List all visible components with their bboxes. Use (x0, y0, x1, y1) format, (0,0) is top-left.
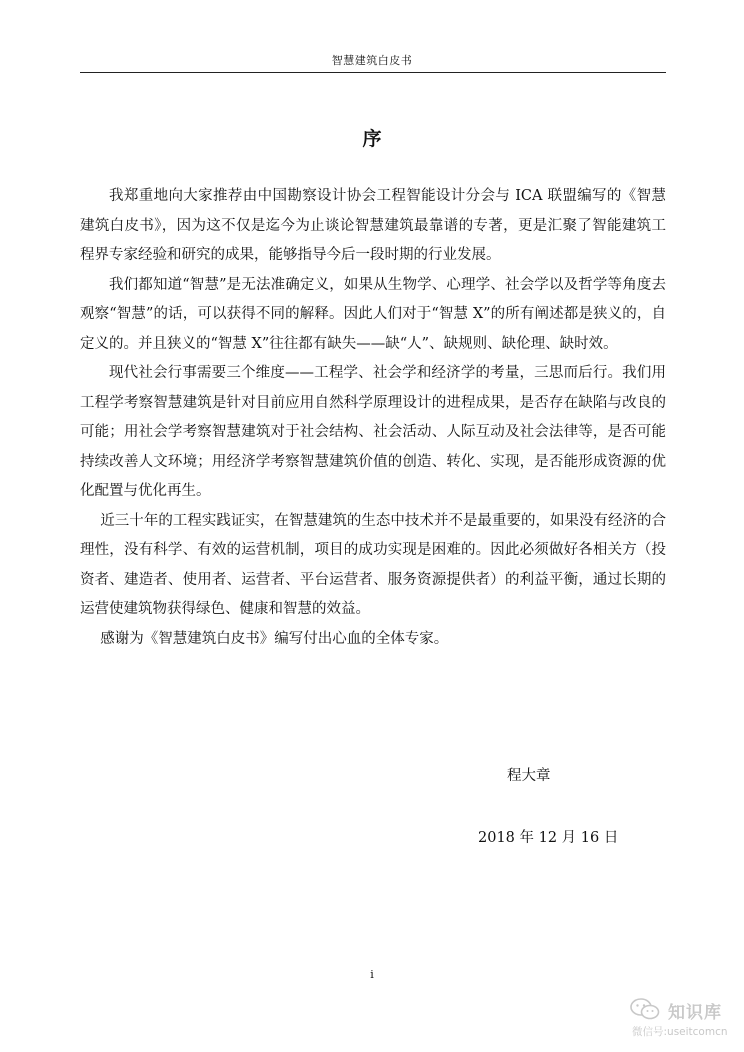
paragraph: 感谢为《智慧建筑白皮书》编写付出心血的全体专家。 (100, 630, 449, 647)
page-title: 序 (362, 128, 382, 150)
header-divider (80, 72, 666, 73)
wechat-icon (630, 998, 660, 1020)
paragraph: 我们都知道“智慧”是无法准确定义，如果从生物学、心理学、社会学以及哲学等角度去观察“智慧”的话，可以获得不同的解释。因此人们对于“智慧 X”的所有阐述都是狭义的，自定义的。并且狭义的“智慧 X”往往都有缺失——缺“人”、缺规则、缺伦理、缺时效。 (80, 276, 666, 352)
running-header: 智慧建筑白皮书 (331, 54, 413, 67)
paragraph: 现代社会行事需要三个维度——工程学、社会学和经济学的考量，三思而后行。我们用工程学考察智慧建筑是针对目前应用自然科学原理设计的进程成果，是否存在缺陷与改良的可能；用社会学考察智慧建筑对于社会结构、社会活动、人际互动及社会法律等，是否可能持续改善人文环境；用经济学考察智慧建筑价值的创造、转化、实现，是否能形成资源的优化配置与优化再生。 (80, 365, 666, 499)
paragraph: 我郑重地向大家推荐由中国勘察设计协会工程智能设计分会与 ICA 联盟编写的《智慧建筑白皮书》，因为这不仅是迄今为止谈论智慧建筑最靠谱的专著，更是汇聚了智能建筑工程界专家经验和研究的成果，能够指导今后一段时期的行业发展。 (80, 188, 666, 263)
watermark-name: 知识库 (668, 1003, 722, 1023)
watermark-id: 微信号:useitcomcn (632, 1026, 728, 1038)
preface-body (80, 182, 666, 654)
paragraph: 近三十年的工程实践证实，在智慧建筑的生态中技术并不是最重要的，如果没有经济的合理性，没有科学、有效的运营机制，项目的成功实现是困难的。因此必须做好各相关方（投资者、建造者、使用者、运营者、平台运营者、服务资源提供者）的利益平衡，通过长期的运营使建筑物获得绿色、健康和智慧的效益。 (80, 512, 666, 617)
author-signature: 程大章 (507, 768, 551, 784)
signature-date: 2018 年 12 月 16 日 (478, 830, 619, 846)
page-number: i (370, 968, 374, 981)
watermark (628, 996, 736, 1046)
